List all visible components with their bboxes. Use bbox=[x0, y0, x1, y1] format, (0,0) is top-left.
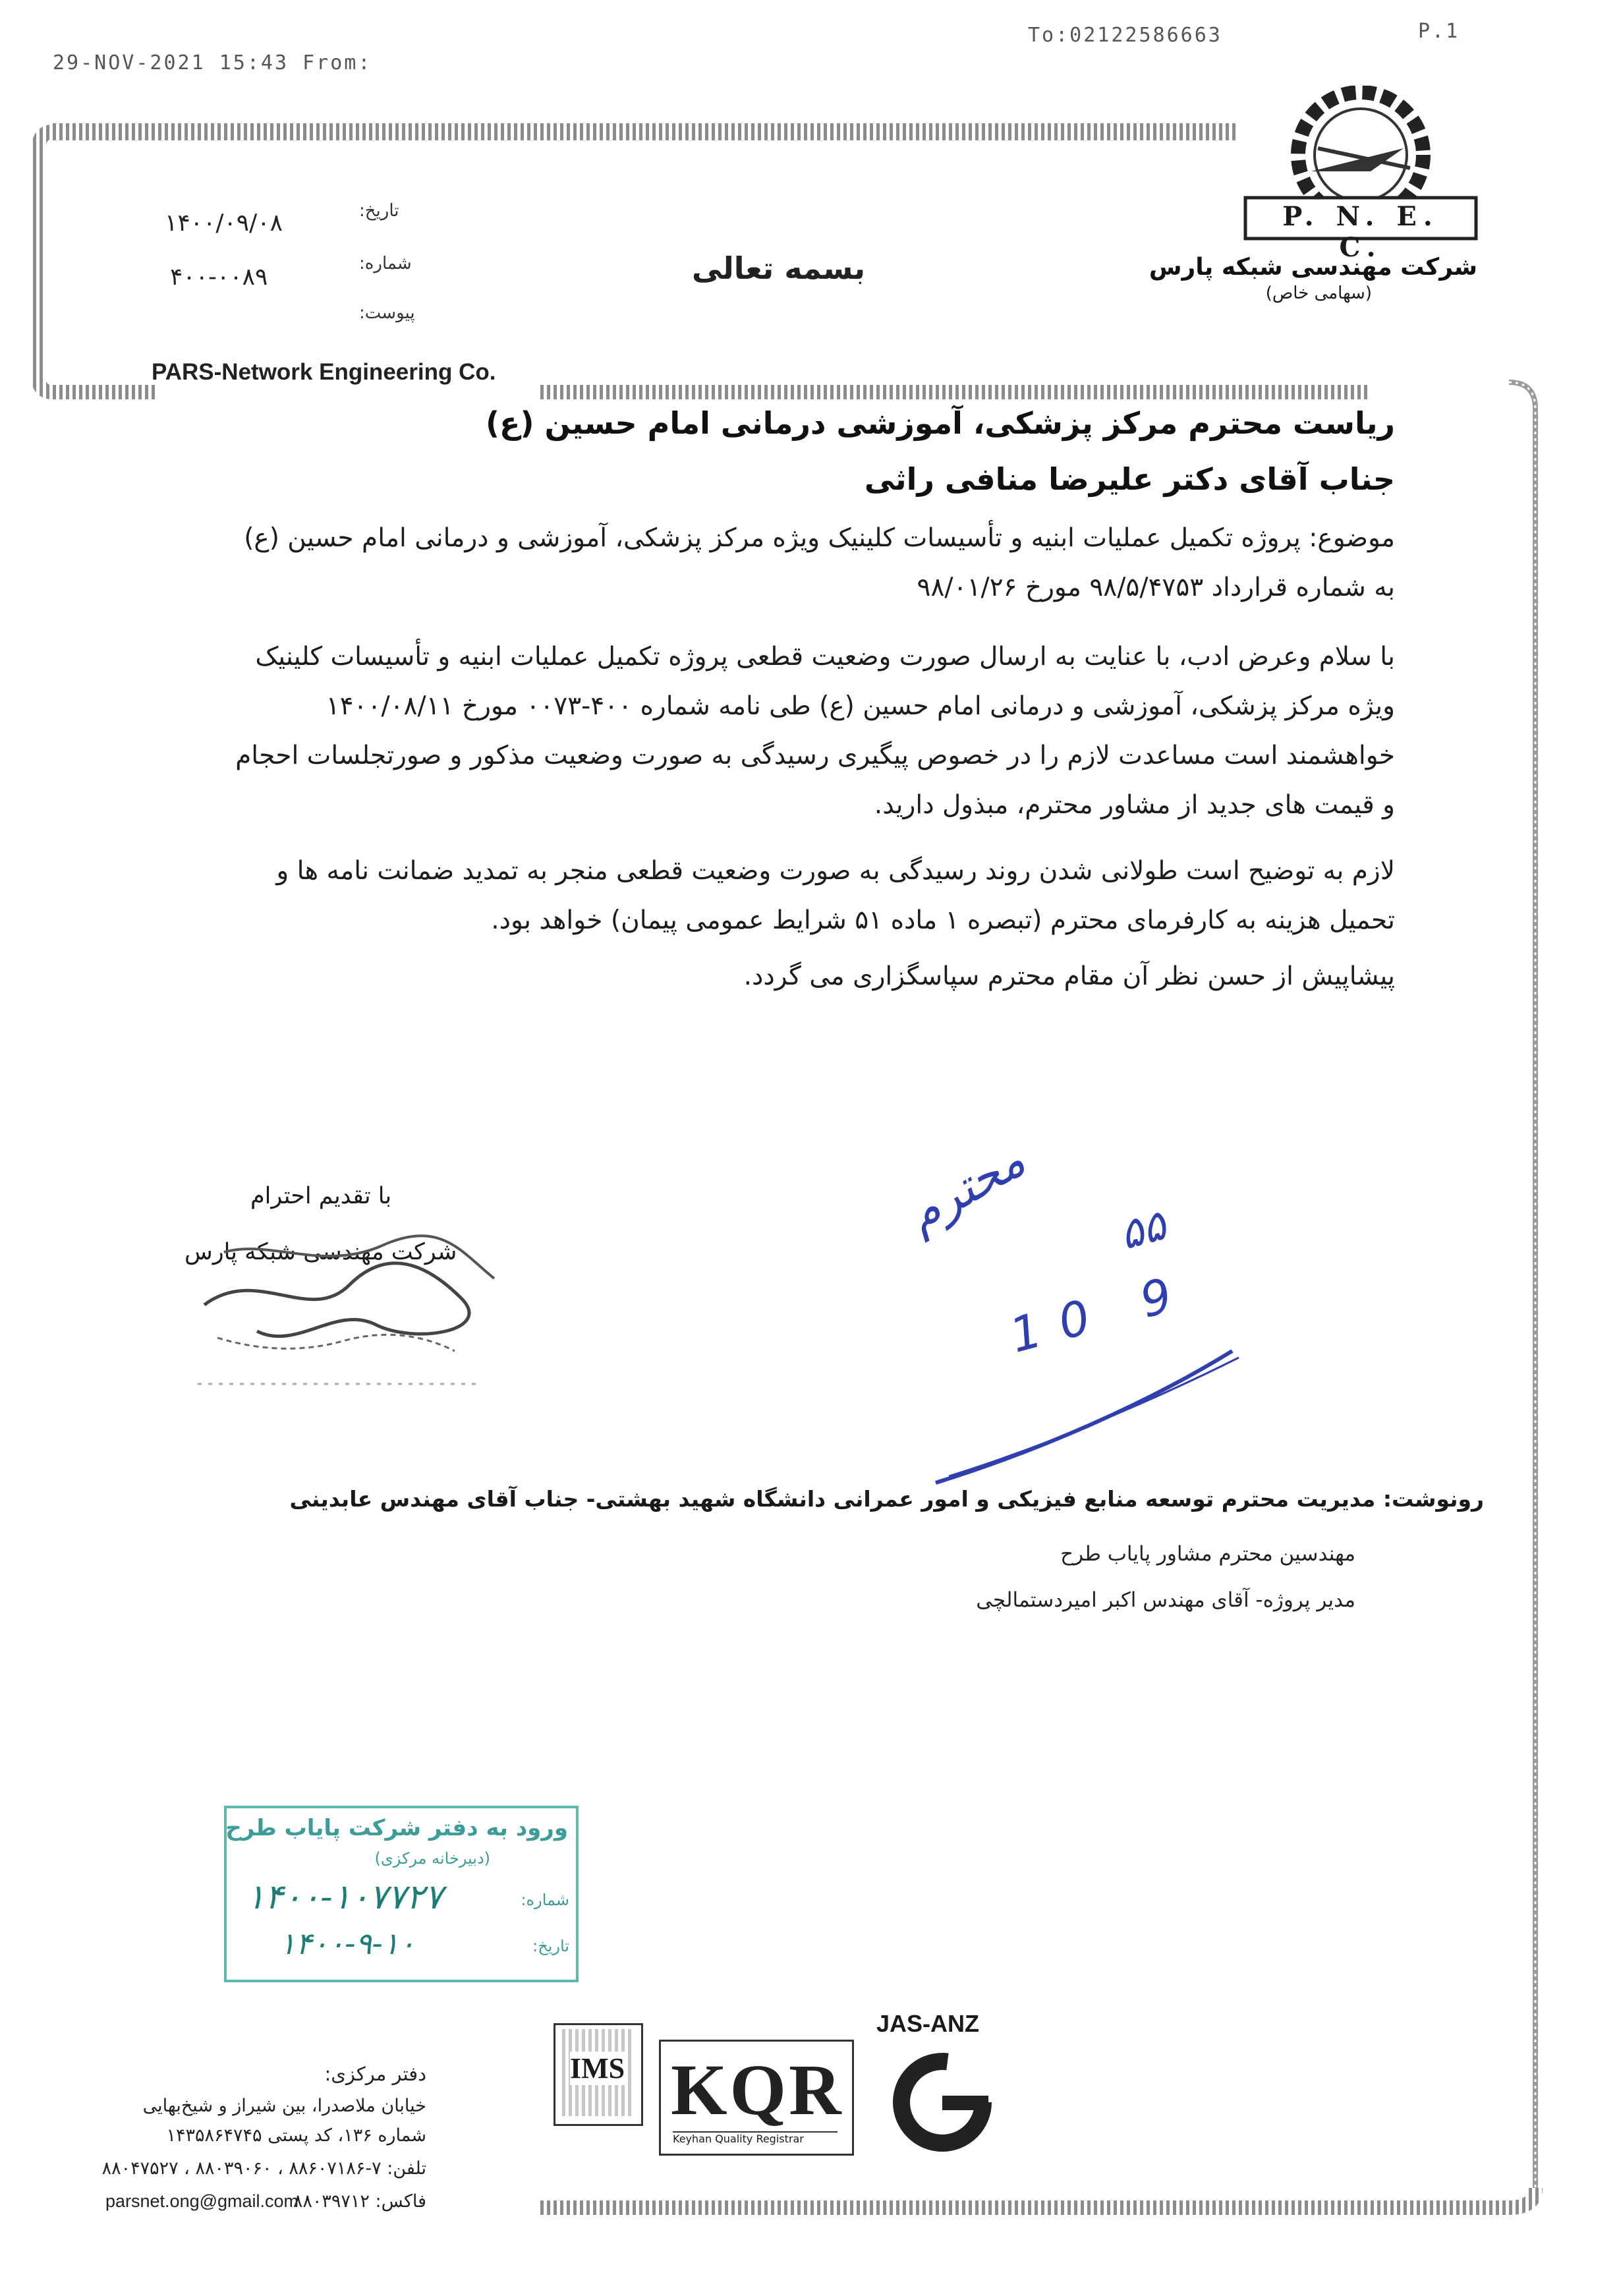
stamp-subtitle: (دبیرخانه مرکزی) bbox=[374, 1849, 490, 1868]
fax-timestamp: 29-NOV-2021 15:43 From: bbox=[53, 51, 372, 74]
kqr-cert-caption: Keyhan Quality Registrar bbox=[673, 2131, 838, 2145]
body-p1-line-2: ویژه مرکز پزشکی، آموزشی و درمانی امام حسین (ع) طی نامه شماره ۴۰۰-۰۰۷۳ مورخ ۱۴۰۰/۰۸/۱۱ bbox=[326, 691, 1395, 721]
handwritten-digits: ۵۵ bbox=[1114, 1201, 1172, 1260]
fax-page-number: P.1 bbox=[1418, 20, 1460, 43]
body-p2-line-2: تحمیل هزینه به کارفرمای محترم (تبصره ۱ ماده ۵۱ شرایط عمومی پیمان) خواهد بود. bbox=[491, 905, 1395, 935]
subject-line-2: به شماره قرارداد ۹۸/۵/۴۷۵۳ مورخ ۹۸/۰۱/۲۶ bbox=[917, 573, 1395, 602]
number-label: شماره: bbox=[359, 254, 412, 273]
footer-office-label: دفتر مرکزی: bbox=[324, 2063, 426, 2085]
footer-fax: فاکس: ۸۸۰۳۹۷۱۲ bbox=[293, 2191, 426, 2212]
stamp-title: ورود به دفتر شرکت پایاب طرح bbox=[225, 1815, 568, 1841]
subject-line-1: موضوع: پروژه تکمیل عملیات ابنیه و تأسیسات کلینیک ویژه مرکز پزشکی، آموزشی و درمانی امام حسین (ع) bbox=[244, 523, 1395, 553]
company-name-fa: شرکت مهندسی شبکه پارس bbox=[1149, 254, 1477, 281]
company-logo bbox=[1239, 86, 1483, 263]
logo-text: P. N. E. C. bbox=[1282, 201, 1439, 263]
company-type-fa: (سهامی خاص) bbox=[1265, 283, 1372, 303]
fax-recipient-number: To:02122586663 bbox=[1028, 24, 1222, 47]
stamp-date-value: ۱۴۰۰-۹-۱۰ bbox=[279, 1926, 416, 1961]
signature-company: شرکت مهندسی شبکه پارس bbox=[185, 1239, 457, 1265]
body-p1-line-4: و قیمت های جدید از مشاور محترم، مبذول دارید. bbox=[874, 790, 1395, 820]
cc-line-1: رونوشت: مدیریت محترم توسعه منابع فیزیکی و امور عمرانی دانشگاه شهید بهشتی- جناب آقای مهندس عابدینی bbox=[289, 1486, 1484, 1512]
ims-cert-logo bbox=[554, 2023, 643, 2126]
footer-phone: تلفن: ۷-۸۸۶۰۷۱۸۶ ، ۸۸۰۳۹۰۶۰ ، ۸۸۰۴۷۵۲۷ bbox=[101, 2158, 426, 2179]
cc-line-3: مدیر پروژه- آقای مهندس اکبر امیردستمالچی bbox=[976, 1588, 1355, 1612]
body-p1-line-1: با سلام وعرض ادب، با عنایت به ارسال صورت وضعیت قطعی پروژه تکمیل عملیات ابنیه و تأسیسات کلینیک bbox=[255, 642, 1395, 672]
footer-address-1: خیابان ملاصدرا، بین شیراز و شیخ‌بهایی bbox=[142, 2096, 426, 2116]
footer-address-2: شماره ۱۳۶، کد پستی ۱۴۳۵۸۶۴۷۴۵ bbox=[166, 2125, 426, 2146]
body-p2-line-1: لازم به توضیح است طولانی شدن روند رسیدگی به صورت وضعیت قطعی منجر به تمدید ضمانت نامه ها و bbox=[276, 856, 1395, 886]
receipt-stamp bbox=[224, 1806, 579, 1982]
jas-anz-cert-icon bbox=[883, 2043, 1002, 2162]
handwritten-word: محترم bbox=[897, 1132, 1035, 1244]
date-value: ۱۴۰۰/۰۹/۰۸ bbox=[165, 210, 283, 237]
company-name-en: PARS-Network Engineering Co. bbox=[152, 359, 496, 385]
cc-line-2: مهندسین محترم مشاور پایاب طرح bbox=[1060, 1542, 1355, 1566]
number-value: ۴۰۰-۰۰۸۹ bbox=[170, 264, 268, 291]
recipient-line-2: جناب آقای دکتر علیرضا منافی راثی bbox=[864, 461, 1395, 497]
recipient-line-1: ریاست محترم مرکز پزشکی، آموزشی درمانی امام حسین (ع) bbox=[486, 405, 1395, 441]
body-p1-line-3: خواهشمند است مساعدت لازم را در خصوص پیگیری رسیدگی به صورت وضعیت مذکور و صورتجلسات احجام bbox=[235, 741, 1395, 770]
signature-scribble bbox=[178, 1226, 547, 1397]
basmala: بسمه تعالی bbox=[692, 250, 866, 286]
handwritten-stroke bbox=[923, 1344, 1252, 1496]
kqr-cert-logo bbox=[659, 2040, 854, 2156]
date-label: تاریخ: bbox=[359, 201, 399, 221]
attachment-label: پیوست: bbox=[359, 303, 415, 323]
stamp-number-value: ۱۴۰۰-۱۰۷۷۲۷ bbox=[246, 1878, 443, 1917]
closing-text: با تقدیم احترام bbox=[250, 1183, 392, 1209]
stamp-date-label: تاریخ: bbox=[532, 1937, 569, 1955]
stamp-number-label: شماره: bbox=[521, 1891, 569, 1909]
jas-anz-label: JAS-ANZ bbox=[876, 2010, 980, 2037]
ims-cert-text: IMS bbox=[570, 2052, 625, 2084]
kqr-cert-text: KQR bbox=[671, 2050, 844, 2130]
body-p3: پیشاپیش از حسن نظر آن مقام محترم سپاسگزاری می گردد. bbox=[743, 961, 1395, 991]
footer-email[interactable]: parsnet.ong@gmail.com bbox=[105, 2191, 299, 2211]
handwritten-date: 10 9 bbox=[1004, 1262, 1197, 1363]
